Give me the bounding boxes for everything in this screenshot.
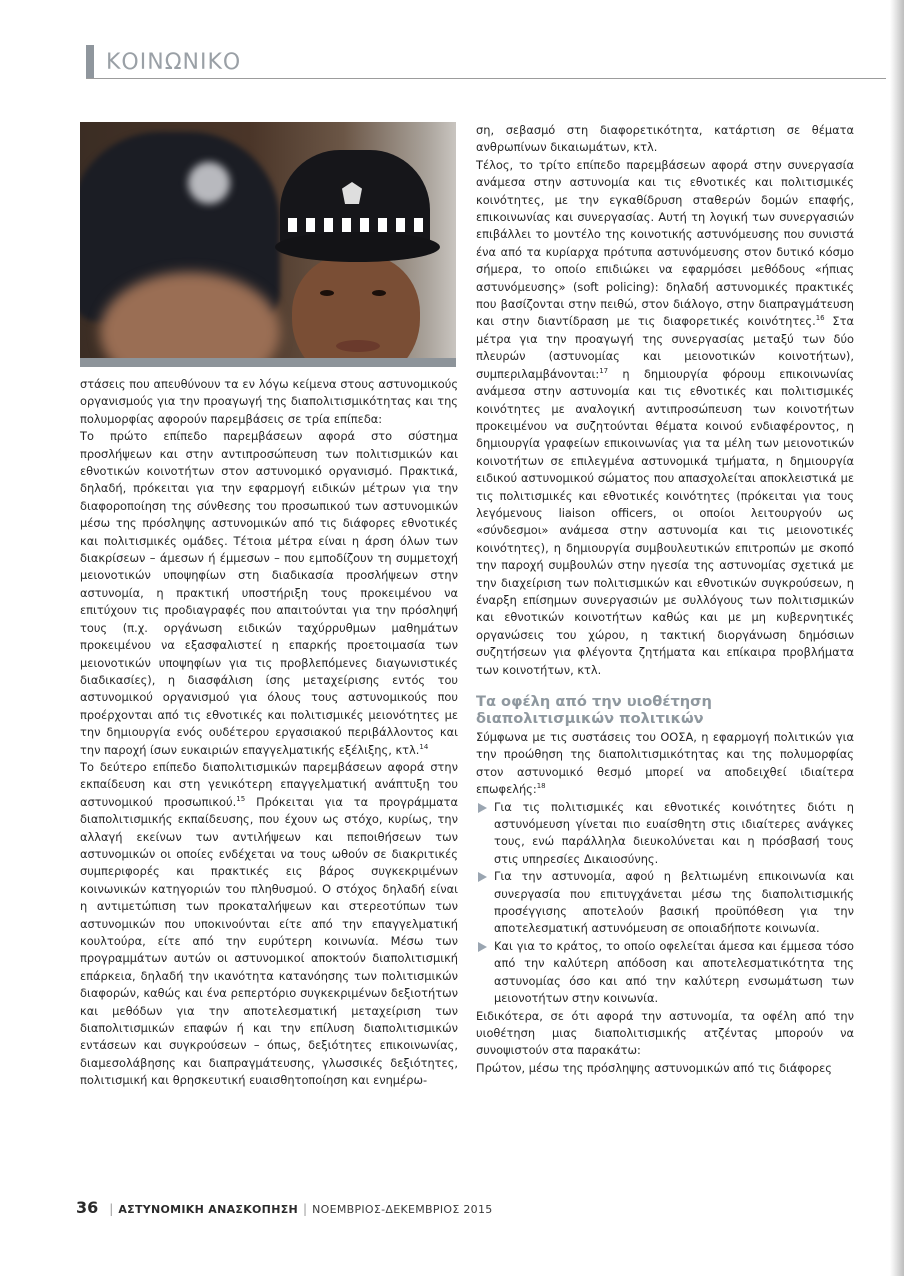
subheading: Τα οφέλη από την υιοθέτηση διαπολιτισμικών πολιτικών <box>476 693 712 727</box>
triangle-bullet-icon <box>478 872 487 882</box>
section-title: ΚΟΙΝΩΝΙΚΟ <box>106 49 242 75</box>
paragraph-text: Σύμφωνα με τις συστάσεις του ΟΟΣΑ, η εφαρμογή πολιτικών για την προώθηση της διαπολιτισμικότητας και της πολυμορφίας στον αστυνομικό θεσμό μπορεί να αποδειχθεί ιδιαίτερα επωφελής: <box>476 730 854 797</box>
page-footer <box>76 1198 493 1217</box>
paragraph-text: Το πρώτο επίπεδο παρεμβάσεων αφορά στο σύστημα προσλήψεων και στην αντιπροσώπευση των πολιτισμικών και εθνοτικών κοινοτήτων στον αστυνομικό οργανισμό. Πρακτικά, δηλαδή, πρόκειται για την εφαρμογή ειδικών μέτρων για την διαφοροποίηση της σύνθεσης του προσωπικού των αστυνομικών μέσω της πρόσληψης αστυνομικών από τις διάφορες εθνοτικές και πολιτισμικές ομάδες. Τέτοια μέτρα είναι η άρση όλων των διακρίσεων – άμεσων ή έμμεσων – που εμποδίζουν τη συμμετοχή μειονοτικών υποψηφίων στη διαδικασία προσλήψεων στην αστυνομία, η πρακτική υποστήριξη τους προκειμένου να επιτύχουν τις προδιαγραφές που απαιτούνται για την πρόσληψή τους (π.χ. οργάνωση ειδικών ταχύρρυθμων μαθημάτων προκειμένου να εξασφαλιστεί η επαρκής προετοιμασία των μειονοτικών υποψηφίων για τις προβλεπόμενες διαγωνιστικές διαδικασίες), η διασφάλιση ίσης μεταχείρισης εντός του αστυνομικού οργανισμού για όλους τους αστυνομικούς που προέρχονται από τις εθνοτικές και πολιτισμικές μειονότητες με την δημιουργία ενός ουδέτερου εργασιακού περιβάλλοντος και την παροχή ίσων ευκαιριών επαγγελματικής εξέλιξης, κτλ. <box>80 429 458 757</box>
section-bar <box>86 45 94 79</box>
paragraph: ση, σεβασμό στη διαφορετικότητα, κατάρτιση σε θέματα ανθρωπίνων δικαιωμάτων, κτλ. <box>476 123 854 155</box>
footnote-ref: 14 <box>419 742 429 751</box>
issue-date: ΝΟΕΜΒΡΙΟΣ-ΔΕΚΕΜΒΡΙΟΣ 2015 <box>312 1203 493 1216</box>
list-item-text: Και για το κράτος, το οποίο οφελείται άμεσα και έμμεσα τόσο από την καλύτερη απόδοση και αποτελεσματικότητα της αστυνομίας όσο και από την καλύτερη ενσωμάτωση των μειονοτήτων στην κοινωνία. <box>494 938 854 1006</box>
triangle-bullet-icon <box>478 803 487 813</box>
section-header <box>86 44 241 80</box>
left-column <box>80 376 458 1090</box>
paragraph <box>80 428 458 759</box>
photo-checkered-band <box>288 218 423 232</box>
paragraph <box>80 376 458 428</box>
page-edge-shadow <box>890 0 904 1276</box>
list-item <box>476 799 854 869</box>
paragraph <box>476 157 854 679</box>
list-item <box>476 868 854 938</box>
paragraph <box>80 759 458 1090</box>
paragraph-text: στάσεις που απευθύνουν τα εν λόγω κείμενα στους αστυνομικούς οργανισμούς για την προαγωγή της διαπολιτισμικότητας και της πολυμορφίας αφορούν παρεμβάσεις σε τρία επίπεδα: <box>80 377 458 426</box>
paragraph-text: Στα μέτρα για την προαγωγή της συνεργασίας μεταξύ των δύο πλευρών (αστυνομίας και μειονοτικών κοινοτήτων), συμπεριλαμβάνονται: <box>476 314 854 381</box>
paragraph-text: η δημιουργία φόρουμ επικοινωνίας ανάμεσα στην αστυνομία και τις εθνοτικές και πολιτισμικές κοινότητες με αναλογική αντιπροσώπευση των κοινοτήτων προκειμένου να συζητούνται θέματα κοινού ενδιαφέροντος, η δημιουργία γραφείων επικοινωνίας για τα μέλη των μειονοτικών κοινοτήτων σε επιλεγμένα αστυνομικά τμήματα, η δημιουργία ειδικού αστυνομικού σώματος που απασχολείται αποκλειστικά με τις πολιτισμικές και εθνοτικές κοινότητες (πρόκειται για τους λεγόμενους liaison officers, οι οποίοι λειτουργούν ως «σύνδεσμοι» ανάμεσα στην αστυνομία και τις μειονοτικές κοινότητες), η δημιουργία συμβουλευτικών επιτροπών με σκοπό την παροχή συμβουλών στην ηγεσία της αστυνομίας σχετικά με την διαχείριση των πολιτισμικών και εθνοτικών συγκρούσεων, η έναρξη επίσημων συνεργασιών με συλλόγους των πολιτισμικών και εθνοτικών κοινοτήτων καθώς και με μη κυβερνητικές οργανώσεις του χώρου, η τακτική διοργάνωση δημόσιων συζητήσεων για φλέγοντα ζητήματα και επίκαιρα προβλήματα των κοινοτήτων, κτλ. <box>476 366 854 677</box>
list-item-text: Για την αστυνομία, αφού η βελτιωμένη επικοινωνία και συνεργασία που επιτυγχάνεται μέσω της διαπολιτισμικής προσέγγισης αποτελούν βασική προϋπόθεση για την αποτελεσματική αστυνόμευση σε οποιαδήποτε κοινωνία. <box>494 869 854 936</box>
photo-caption-strip <box>80 358 456 367</box>
photo-eye <box>372 290 386 296</box>
photo-hat-brim <box>275 232 440 262</box>
paragraph-text: Τέλος, το τρίτο επίπεδο παρεμβάσεων αφορά στην συνεργασία ανάμεσα στην αστυνομία και τις εθνοτικές και πολιτισμικές κοινότητες, με την εγκαθίδρυση σταθερών δομών επαφής, επικοινωνίας και συνεργασίας. Αυτή τη λογική των συνεργασιών επιβάλλει το μοντέλο της κοινοτικής αστυνόμευσης που συνιστά ένα από τα κυρίαρχα πρότυπα αστυνόμευσης στον δυτικό κόσμο σήμερα, το οποίο επιδιώκει να εφαρμόσει μεθόδους «ήπιας αστυνόμευσης» (soft policing): δηλαδή αστυνομικές πρακτικές που βασίζονται στην πειθώ, στον διάλογο, στην διαπραγμάτευση και στην διαντίδραση με τις διαφορετικές κοινότητες. <box>476 157 854 329</box>
paragraph-text: Το δεύτερο επίπεδο διαπολιτισμικών παρεμβάσεων αφορά στην εκπαίδευση και στη γενικότερη επαγγελματική ανάπτυξη του αστυνομικού προσωπικού. <box>80 759 458 809</box>
footnote-ref: 18 <box>536 782 546 791</box>
right-column <box>476 122 854 1077</box>
photo-eye <box>320 290 334 296</box>
photo-turban-badge <box>188 162 230 204</box>
header-rule <box>86 78 886 79</box>
paragraph-text: Πρόκειται για τα προγράμματα διαπολιτισμικής εκπαίδευσης, που έχουν ως στόχο, κυρίως, την αλλαγή εκείνων των αντιλήψεων και πεποιθήσεων των αστυνομικών οι οποίες ενδέχεται να τους ωθούν σε διακριτικές συμπεριφορές και πρακτικές εις βάρος συγκεκριμένων κοινωνικών κατηγοριών του πληθυσμού. Ο στόχος δηλαδή είναι η αντιμετώπιση των προκαταλήψεων και στερεοτύπων των αστυνομικών που υποκινούνται είτε από την επαγγελματική κουλτούρα, είτε από την ευρύτερη κοινωνία. Μέσω των προγραμμάτων αυτών οι αστυνομικοί αποκτούν διαπολιτισμική επάρκεια, δηλαδή την ικανότητα κατανόησης των πολιτισμικών διαφορών, καθώς και ένα ρεπερτόριο συγκεκριμένων δεξιοτήτων και μεθόδων για την αποτελεσματική μεταχείριση των διαπολιτισμικών επαφών ή και την επίλυση διαπολιτισμικών εντάσεων και συγκρούσεων – όπως, δεξιότητες επικοινωνίας, διαμεσολάβησης και διαπραγμάτευσης, γλωσσικές δεξιότητες, πολιτισμική και θρησκευτική ευαισθητοποίηση και ενημέρω- <box>80 794 458 1088</box>
list-item <box>476 938 854 1008</box>
triangle-bullet-icon <box>478 942 487 952</box>
magazine-title: ΑΣΤΥΝΟΜΙΚΗ ΑΝΑΣΚΟΠΗΣΗ <box>118 1203 299 1216</box>
paragraph: Ειδικότερα, σε ότι αφορά την αστυνομία, τα οφέλη από την υιοθέτηση μιας διαπολιτισμικής ατζέντας μπορούν να συνοψιστούν στα παρακάτω: <box>476 1008 854 1058</box>
footnote-ref: 16 <box>815 314 825 323</box>
article-photo <box>80 122 456 358</box>
list-item-text: Για τις πολιτισμικές και εθνοτικές κοινότητες διότι η αστυνόμευση γίνεται πιο ευαίσθητη στις ιδιαίτερες ανάγκες τους, ενώ παράλληλα διευκολύνεται και η πρόσβασή τους στις υπηρεσίες Δικαιοσύνης. <box>494 799 854 866</box>
footnote-ref: 15 <box>236 794 246 803</box>
paragraph: Πρώτον, μέσω της πρόσληψης αστυνομικών από τις διάφορες <box>476 1060 832 1075</box>
footer-separator: | <box>109 1202 114 1216</box>
page-number: 36 <box>76 1198 99 1217</box>
photo-lips <box>336 340 380 352</box>
footer-separator: | <box>303 1202 308 1216</box>
benefits-list <box>476 799 854 1008</box>
paragraph <box>476 729 854 799</box>
footnote-ref: 17 <box>599 366 609 375</box>
